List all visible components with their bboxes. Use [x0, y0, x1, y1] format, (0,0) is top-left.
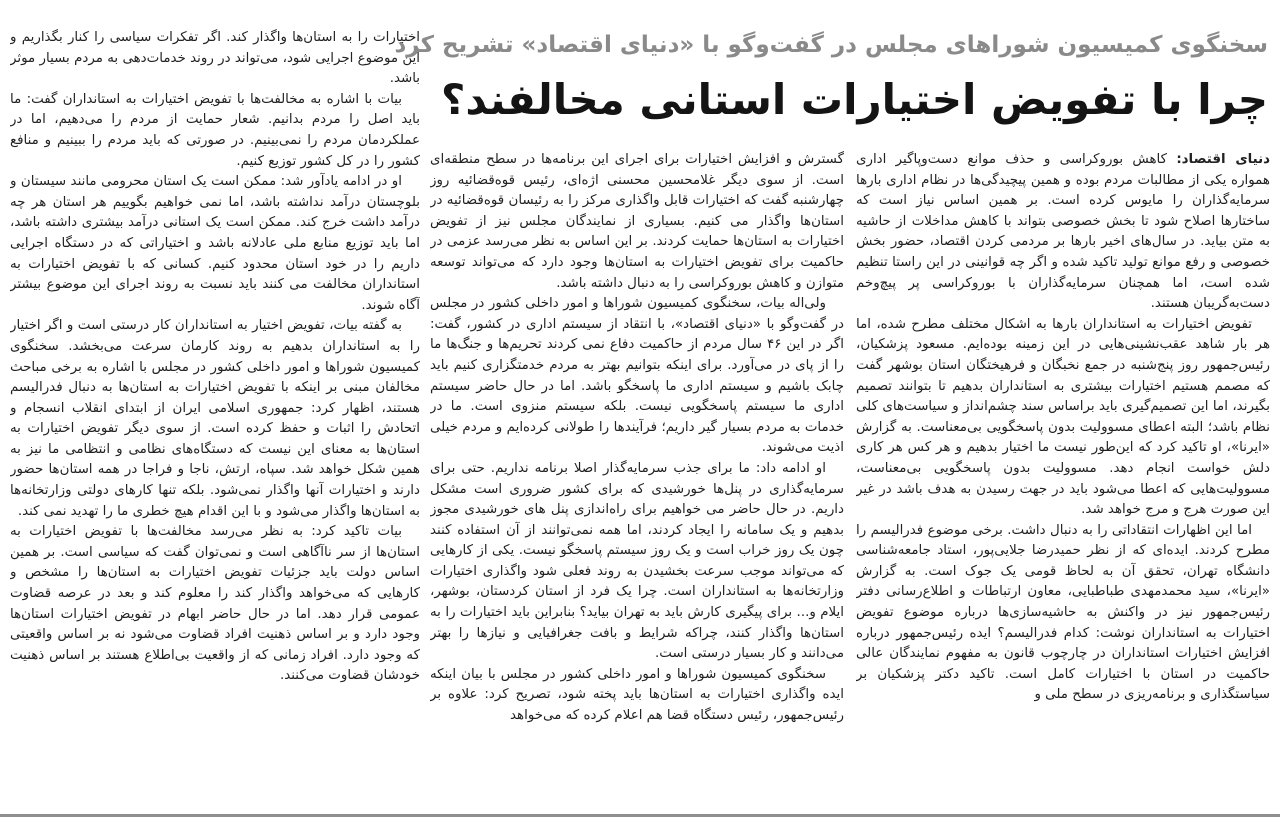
paragraph: بیات تاکید کرد: به نظر می‌رسد مخالفت‌ها با تفویض اختیارات به استان‌ها از سر ناآگاهی است و نمی‌توان گفت که سیاسی است. بر همین اساس دولت باید جزئیات تفویض اختیارات به استان‌ها را مشخص و کارهایی که می‌خواهد واگذار کند را معلوم کند و بعد در عرصه قضاوت عمومی قرار دهد. اما در حال حاضر ابهام در تفویض اختیارات استان‌ها وجود دارد و بر اساس ذهنیت افراد قضاوت می‌شود نه بر اساس واقعیتی که وجود دارد. افراد زمانی که از واقعیت بی‌اطلاع هستند بر اساس ذهنیت خودشان قضاوت می‌کنند. — [10, 524, 420, 684]
article-kicker: سخنگوی کمیسیون شوراهای مجلس در گفت‌وگو با «دنیای اقتصاد» تشریح کرد — [394, 32, 1268, 58]
paragraph: گسترش و افزایش اختیارات برای اجرای این برنامه‌ها در سطح منطقه‌ای است. از سوی دیگر غلامحسین محسنی اژه‌ای، رئیس قوه‌قضائیه روز چهارشنبه گفت که اختیارات قابل واگذاری مرکز را به رئیسان قوه‌قضائیه در استان‌ها واگذار می کنیم. بسیاری از نمایندگان مجلس نیز از تفویض اختیارات به استان‌ها حمایت کردند. بر این اساس به نظر می‌رسد عزمی در حاکمیت برای تفویض اختیارات به استان‌ها وجود دارد که می‌تواند توسعه متوازن و کاهش بوروکراسی را به دنبال داشته باشد. — [430, 152, 844, 291]
paragraph: سخنگوی کمیسیون شوراها و امور داخلی کشور در مجلس با بیان اینکه ایده واگذاری اختیارات به استان‌ها باید پخته شود، تصریح کرد: علاوه بر رئیس‌جمهور، رئیس دستگاه قضا هم اعلام کرده که می‌خواهد — [430, 666, 844, 724]
article-headline: چرا با تفویض اختیارات استانی مخالفند؟ — [440, 75, 1268, 124]
bottom-divider — [0, 814, 1280, 817]
paragraph — [856, 150, 1270, 315]
column-middle — [430, 150, 844, 812]
paragraph: بیات با اشاره به مخالفت‌ها با تفویض اختیارات به استانداران گفت: ما باید اصل را مردم بدانیم. شعار حمایت از مردم را می‌دهیم، اما در عملکردمان مردم را نمی‌بینیم. در صورتی که باید مردم را ببینیم و منافع کشور را در کل کشور توزیع کنیم. — [10, 91, 420, 169]
paragraph: به گفته بیات، تفویض اختیار به استانداران کار درستی است و اگر اختیار را به استانداران بدهیم به روند کارمان سرعت می‌بخشد. سخنگوی کمیسیون شوراها و امور داخلی کشور در مجلس با اشاره به برخی مباحث مخالفان مبنی بر اینکه با تفویض اختیارات به استان‌ها به دنبال فدرالیسم هستند، اظهار کرد: جمهوری اسلامی ایران از ابتدای انقلاب انسجام و اتحادش را اثبات و حفظ کرده است. از سوی دیگر تفویض اختیارات به استان‌ها به معنای این نیست که دستگاه‌های نظامی و انتظامی ما نیز به همین شکل خواهد شد. سپاه، ارتش، ناجا و فراجا در همه استان‌ها حضور دارند و اختیارات آنها واگذار نمی‌شود. بلکه تنها کارهای دولتی وزارتخانه‌ها به استان‌ها واگذار می‌شود و با این اقدام هیچ خطری ما را تهدید نمی کند. — [10, 318, 420, 519]
paragraph: اما این اظهارات انتقاداتی را به دنبال داشت. برخی موضوع فدرالیسم را مطرح کردند. ایده‌ای که از نظر حمیدرضا جلایی‌پور، استاد جامعه‌شناسی دانشگاه تهران، تحقق آن به لحاظ قومی یک جوک است. به گزارش «ایرنا»، سید محمدمهدی طباطبایی، معاون ارتباطات و اطلاع‌رسانی دفتر رئیس‌جمهور نیز در واکنش به حاشیه‌سازی‌ها درباره موضوع تفویض اختیارات به استانداران نوشت: کدام فدرالیسم؟ ایده رئیس‌جمهور درباره افزایش اختیارات استانداران در چارچوب قانون به مفهوم نمایندگان عالی حاکمیت در استان با اختیارات کامل است. تاکید دکتر پزشکیان بر سیاستگذاری و برنامه‌ریزی در سطح ملی و — [856, 522, 1270, 703]
paragraph: او در ادامه یادآور شد: ممکن است یک استان محرومی مانند سیستان و بلوچستان درآمد نداشته باشد، اما نمی خواهیم بگوییم هر استان هر چه درآمد داشت خرج کند. ممکن است یک استانی درآمد بیشتری داشته باشد، اما باید توزیع منابع ملی عادلانه باشد و اختیاراتی که در دستگاه اجرایی داریم را در خود استان محدود کنیم. کسانی که با تفویض اختیارات به استانداران مخالفت می کنند باید نسبت به روند اجرای این موضوع بیشتر آگاه شوند. — [10, 174, 420, 313]
paragraph: اختیارات را به استان‌ها واگذار کند. اگر تفکرات سیاسی را کنار بگذاریم و این موضوع اجرایی شود، می‌تواند در روند خدمات‌دهی به مردم بسیار موثر باشد. — [10, 30, 420, 87]
column-left — [10, 28, 420, 812]
paragraph-text: کاهش بوروکراسی و حذف موانع دست‌وپاگیر اداری همواره یکی از مطالبات مردم بوده و همین پیچیدگی‌ها در نظام اداری بارها سرمایه‌گذاران را مایوس کرده است. بر همین اساس نیاز است که ساختارها اصلاح شود تا بخش خصوصی بتواند با کاهش مداخلات از حاشیه به متن بیاید. در سال‌های اخیر بارها بر مردمی کردن اقتصاد، حضور بخش خصوصی و رفع موانع تولید تاکید شده و اگر چه قوانینی در این راستا تنظیم شده است، اما همچنان سرمایه‌گذاران با بوروکراسی پر پیچ‌وخم دست‌به‌گریبان هستند. — [856, 152, 1270, 312]
paragraph: ولی‌اله بیات، سخنگوی کمیسیون شوراها و امور داخلی کشور در مجلس در گفت‌وگو با «دنیای اقتصاد»، با انتقاد از سیستم اداری در کشور، گفت: اگر در این ۴۶ سال مردم از حاکمیت دفاع نمی کردند تحریم‌ها و جنگ‌ها ما را از پای در می‌آورد. برای اینکه بتوانیم بهتر به مردم خدمتگزاری کنیم باید چابک باشیم و سیستم اداری ما پاسخگو باشد. اما در حال حاضر سیستم اداری ما سیستم پاسخگویی نیست. بلکه سیستم منزوی است. ما در خدمات به مردم بسیار گیر داریم؛ فرآیندها را طولانی کرده‌ایم و مردم خیلی اذیت می‌شوند. — [430, 296, 844, 456]
lead-label: دنیای اقتصاد: — [1176, 152, 1270, 167]
paragraph: تفویض اختیارات به استانداران بارها به اشکال مختلف مطرح شده، اما هر بار شاهد عقب‌نشینی‌هایی در این زمینه بوده‌ایم. مسعود پزشکیان، رئیس‌جمهور روز پنج‌شنبه در جمع نخبگان و فرهیختگان استان بوشهر گفت که مصمم هستیم اختیارات بیشتری به استانداران بدهیم تا بتوانند تصمیم بگیرند، اما این تصمیم‌گیری باید براساس سند چشم‌انداز و سیاست‌های کلی نظام باشد؛ البته اعطای مسوولیت بدون پاسخگویی بی‌معناست. به گزارش «ایرنا»، او تاکید کرد که این‌طور نیست ما اختیار بدهیم و هر کس هر کاری دلش خواست انجام دهد. مسوولیت بدون پاسخگویی بی‌معناست، مسوولیت‌هایی که اعطا می‌شود باید در جهت رسیدن به هدف باشد در غیر این صورت هرج و مرج خواهد شد. — [856, 316, 1270, 518]
paragraph: او ادامه داد: ما برای جذب سرمایه‌گذار اصلا برنامه نداریم. حتی برای سرمایه‌گذاری در پنل‌ها خورشیدی که برای کشور ضروری است مشکل داریم. در حال حاضر می خواهیم برای راه‌اندازی پنل های خورشیدی مجوز بدهیم و یک سامانه را ایجاد کردند، اما همه نمی‌توانند از آن استفاده کنند چون یک روز خراب است و یک روز سیستم پاسخگو نیست. یکی از کارهایی که می‌تواند موجب سرعت بخشیدن به روند فعلی شود واگذاری اختیارات وزارتخانه‌ها به استانداران است. چرا یک فرد از استان کردستان، بوشهر، ایلام و... برای پیگیری کارش باید به تهران بیاید؟ بنابراین باید اختیارات را به استان‌ها واگذار کنند، چراکه شرایط و بافت جغرافیایی و نیازها را بهتر می‌دانند و کار بسیار درستی است. — [430, 460, 844, 662]
column-right — [856, 150, 1270, 812]
